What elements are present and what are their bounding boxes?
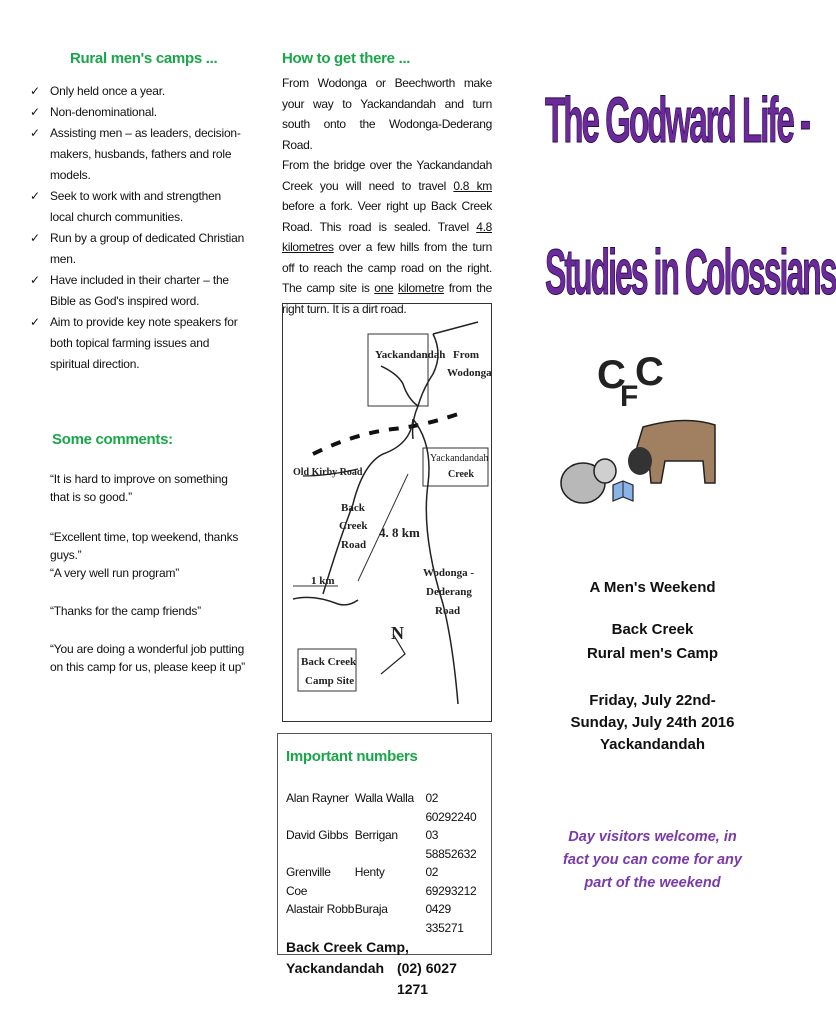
list-item: ✓ Have included in their charter – the Bible as God's inspired word. (30, 270, 245, 312)
title-line-1: The Godward Life - (545, 84, 809, 156)
camp-name: Back Creek Camp, (286, 939, 409, 955)
list-item: ✓ Non-denominational. (30, 102, 245, 123)
contact-phone: 02 60292240 (425, 791, 477, 824)
numbers-heading: Important numbers (286, 748, 418, 765)
right-column (545, 80, 836, 895)
distance-2: 4.8 kilometres (282, 219, 492, 254)
map-label-wodonga-dash: Wodonga - (423, 567, 475, 579)
visitors-line-3: part of the weekend (584, 875, 721, 891)
contact-place: Walla Walla (354, 791, 414, 805)
contact-place: Berrigan (354, 828, 398, 842)
distance-one: one (374, 281, 394, 295)
list-item: ✓ Only held once a year. (30, 81, 245, 102)
directions-text-part: over a few hills from the turn off to reach the camp road on the right. The camp site is (282, 240, 492, 295)
directions-map (282, 303, 492, 722)
comments-list (30, 470, 245, 676)
camp-name-line-1: Back Creek (611, 621, 694, 638)
contact-name: Alastair Robb (286, 902, 355, 916)
map-label-dederang: Dederang (426, 586, 472, 598)
camp-name-line-2: Rural men's Camp (586, 645, 719, 662)
event-dates (545, 690, 760, 756)
directions-p1: From Wodonga or Beechworth make your way to Yackandandah and turn south onto the Wodonga-Dederang Road. (282, 76, 492, 152)
town-box (368, 334, 428, 406)
map-label-yackandandah: Yackandandah (375, 349, 446, 361)
date-line-1: Friday, July 22nd- (589, 692, 716, 709)
date-line-3: Yackandandah (599, 736, 706, 753)
middle-column (282, 50, 492, 319)
contact-name: David Gibbs (286, 828, 349, 842)
title-line-2: Studies in Colossians (545, 236, 836, 308)
comment: “You are doing a wonderful job putting on this camp for us, please keep it up” (50, 642, 245, 674)
brochure-title (545, 80, 836, 345)
cfc-logo (545, 345, 760, 525)
map-label-creek: Creek (339, 520, 368, 532)
camp-info (545, 618, 760, 666)
comments-heading: Some comments: (52, 431, 173, 448)
list-item: ✓ Aim to provide key note speakers for both topical farming issues and spiritual direction. (30, 312, 245, 375)
contact-row (286, 863, 491, 900)
logo-letter-c2: C (635, 350, 664, 394)
distance-1: 0.8 km (453, 178, 492, 193)
directions-heading: How to get there ... (282, 50, 411, 67)
map-label-yack-creek-1: Yackandandah (430, 453, 489, 464)
contact-row (286, 826, 491, 863)
contact-place: Henty (354, 865, 385, 879)
weekend-label: A Men's Weekend (589, 579, 716, 596)
map-label-from: From (453, 349, 480, 361)
camp-points-list (30, 81, 245, 375)
contact-name: Alan Rayner (286, 791, 349, 805)
contact-row (286, 900, 491, 937)
contact-phone: 03 58852632 (425, 828, 477, 861)
comment: “Excellent time, top weekend, thanks guys.” (50, 530, 239, 562)
contact-place: Buraja (354, 902, 388, 916)
directions-text-part: before a fork. Veer right up Back Creek Road. This road is sealed. Travel (282, 199, 492, 234)
logo-letter-f: F (620, 380, 639, 413)
north-indicator: N (391, 623, 404, 643)
contact-phone: 02 69293212 (425, 865, 477, 898)
contacts-list (286, 789, 491, 937)
camp-contact-row (286, 958, 491, 1000)
visitors-line-2: fact you can come for any (563, 852, 742, 868)
camps-heading: Rural men's camps ... (70, 50, 218, 67)
distance-km: kilometre (398, 281, 445, 295)
map-label-distance-48: 4. 8 km (379, 525, 420, 540)
visitors-line-1: Day visitors welcome, in (568, 829, 737, 845)
contact-name: Grenville Coe (286, 865, 331, 898)
list-item: ✓ Assisting men – as leaders, decision-makers, husbands, fathers and role models. (30, 123, 245, 186)
date-line-2: Sunday, July 24th 2016 (570, 714, 735, 731)
map-label-road-2: Road (435, 605, 461, 617)
camp-phone: (02) 6027 1271 (396, 960, 457, 997)
left-column (30, 50, 245, 686)
map-label-camp-2: Camp Site (305, 675, 355, 687)
map-label-old-kirby: Old Kirby Road (293, 467, 363, 478)
map-label-camp-1: Back Creek (301, 656, 357, 668)
directions-text-part: From the bridge over the Yackandandah Creek you will need to travel (282, 158, 492, 193)
comment: “A very well run program” (50, 566, 180, 580)
map-label-back: Back (341, 502, 365, 514)
list-item: ✓ Run by a group of dedicated Christian men. (30, 228, 245, 270)
comment: “Thanks for the camp friends” (50, 604, 201, 618)
camp-town: Yackandandah (286, 960, 385, 976)
directions-text (282, 73, 492, 319)
visitors-note (545, 826, 760, 895)
map-label-wodonga: Wodonga (447, 367, 492, 379)
map-label-road: Road (341, 539, 367, 551)
list-item: ✓ Seek to work with and strengthen local church communities. (30, 186, 245, 228)
map-label-yack-creek-2: Creek (448, 469, 474, 480)
map-label-distance-1: 1 km (311, 575, 335, 587)
contact-phone: 0429 335271 (425, 902, 464, 935)
contact-row (286, 789, 491, 826)
directions-text-part: from the right turn. It is a dirt road. (282, 281, 492, 316)
comment: “It is hard to improve on something that is so good.” (50, 472, 228, 504)
logo-letter-c1: C (597, 353, 626, 397)
important-numbers-box (277, 733, 492, 997)
